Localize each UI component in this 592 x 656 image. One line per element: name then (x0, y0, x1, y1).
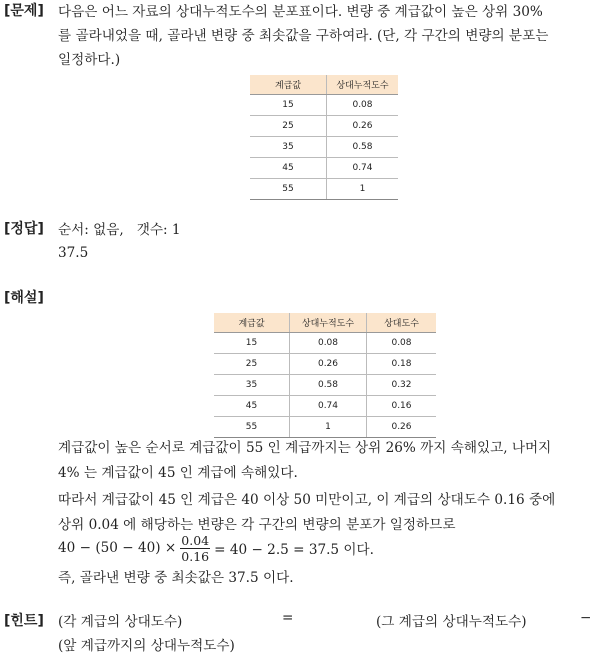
answer-label: [정답] (4, 221, 44, 237)
table-header-class-value: 계급값 (250, 75, 327, 95)
table-header-cumulative: 상대누적도수 (290, 313, 367, 333)
fraction-denominator: 0.16 (181, 548, 210, 564)
table-row: 15 0.08 (250, 95, 398, 116)
table-header-class-value: 계급값 (214, 313, 290, 333)
cumulative-frequency-table (250, 75, 398, 200)
explanation-line-4: 상위 0.04 에 해당하는 변량은 각 구간의 변량의 분포가 일정하므로 (58, 517, 456, 533)
explanation-label: [해설] (4, 290, 44, 306)
hint-part-2: (그 계급의 상대누적도수) (376, 614, 527, 630)
explanation-equation (58, 530, 374, 566)
table-row: 35 0.58 0.32 (214, 375, 436, 396)
table-header-relative: 상대도수 (367, 313, 437, 333)
problem-line-1: 다음은 어느 자료의 상대누적도수의 분포표이다. 변량 중 계급값이 높은 상위 30% (58, 4, 543, 20)
table-row: 55 1 0.26 (214, 417, 436, 438)
hint-line-2: (앞 계급까지의 상대누적도수) (58, 638, 235, 654)
problem-line-2: 를 골라내었을 때, 골라낸 변량 중 최솟값을 구하여라. (단, 각 구간의 변량의 분포는 (58, 28, 549, 44)
explanation-line-3: 따라서 계급값이 45 인 계급은 40 이상 50 미만이고, 이 계급의 상대도수 0.16 중에 (58, 492, 556, 508)
table-row: 15 0.08 0.08 (214, 333, 436, 354)
table-row: 55 1 (250, 179, 398, 200)
hint-label: [힌트] (4, 613, 44, 629)
relative-frequency-table (214, 313, 436, 438)
problem-label: [문제] (4, 3, 44, 19)
problem-line-3: 일정하다.) (58, 52, 121, 68)
table-row: 45 0.74 (250, 158, 398, 179)
explanation-line-2: 4% 는 계급값이 45 인 계급에 속해있다. (58, 465, 298, 481)
equation-left: 40 − (50 − 40) × (58, 540, 177, 556)
table-row: 25 0.26 0.18 (214, 354, 436, 375)
explanation-conclusion: 즉, 골라낸 변량 중 최솟값은 37.5 이다. (58, 570, 294, 586)
explanation-line-1: 계급값이 높은 순서로 계급값이 55 인 계급까지는 상위 26% 까지 속해있고, 나머지 (58, 440, 552, 456)
hint-equals: = (282, 610, 294, 626)
table-header-cumulative: 상대누적도수 (327, 75, 399, 95)
table-row: 25 0.26 (250, 116, 398, 137)
table-row: 45 0.74 0.16 (214, 396, 436, 417)
hint-minus: − (580, 610, 592, 626)
answer-value: 37.5 (58, 245, 89, 261)
answer-line-1: 순서: 없음, 갯수: 1 (58, 222, 181, 238)
hint-part-1: (각 계급의 상대도수) (58, 614, 183, 630)
equation-fraction (180, 533, 210, 564)
fraction-numerator: 0.04 (181, 532, 210, 548)
equation-right: = 40 − 2.5 = 37.5 이다. (214, 542, 374, 558)
table-row: 35 0.58 (250, 137, 398, 158)
